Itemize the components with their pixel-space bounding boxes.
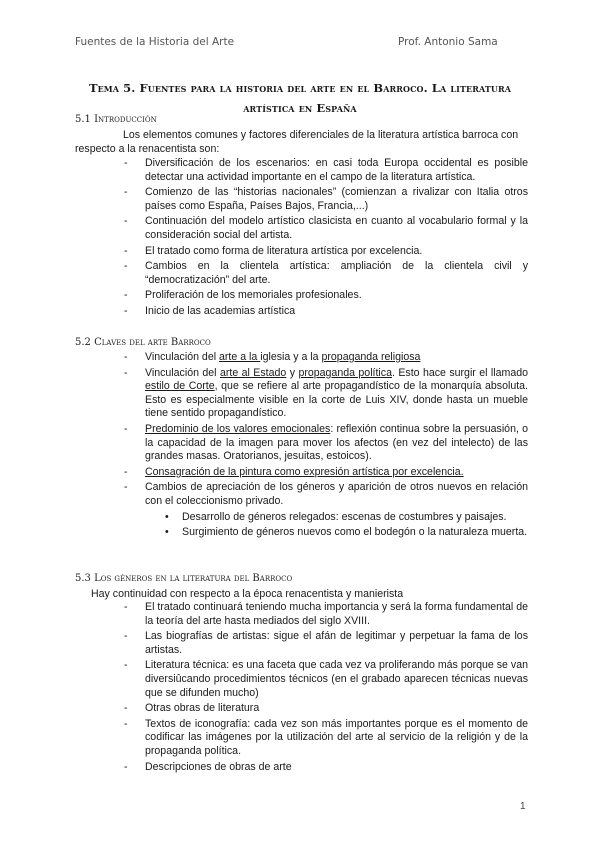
header-professor: Prof. Antonio Sama <box>398 36 498 48</box>
section-heading-generos: 5.3 Los géneros en la literatura del Barroco <box>75 573 293 584</box>
text-fragment: y <box>286 366 299 379</box>
list-item: - El tratado como forma de literatura artística por excelencia. <box>0 245 528 259</box>
list-item: - Descripciones de obras de arte <box>0 761 528 775</box>
section-heading-introduccion: 5.1 Introducción <box>75 114 157 125</box>
underlined-text: propaganda política <box>298 366 392 379</box>
text-fragment: . Esto hace surgir el llamado <box>391 366 529 379</box>
sub-list-item: • Surgimiento de géneros nuevos como el bodegón o la naturaleza muerta. <box>182 526 528 540</box>
section-3-intro: Hay continuidad con respecto a la época renacentista y manierista <box>91 588 404 600</box>
underlined-text: Consagración de la pintura como expresión artística por excelencia. <box>145 465 464 478</box>
list-item: - Cambios en la clientela artística: ampliación de la clientela civil y “democratización” del arte. <box>0 260 528 287</box>
title-line-1: Tema 5. Fuentes para la historia del arte en el Barroco. La literatura <box>88 81 512 95</box>
list-item <box>0 351 528 365</box>
list-item <box>0 367 528 421</box>
title-line-2: artística en España <box>243 101 357 115</box>
page-number: 1 <box>520 801 526 812</box>
list-item <box>0 481 528 539</box>
list-item: - Comienzo de las “historias nacionales” (comienzan a rivalizar con Italia otros países como España, Países Bajos, Francia,...) <box>0 186 528 213</box>
list-item: - Literatura técnica: es una faceta que cada vez va proliferando más porque se van diversiûcando procedimientos técnicos (en el grabado aparecen técnicas nuevas que se difunden mucho) <box>0 659 528 700</box>
text-fragment: Vinculación del <box>145 351 220 363</box>
section-1-intro <box>75 128 527 156</box>
list-item: - El tratado continuará teniendo mucha importancia y será la forma fundamental de la teoría del arte hasta mediados del siglo XVIII. <box>0 601 528 628</box>
section-heading-claves: 5.2 Claves del arte Barroco <box>75 337 211 348</box>
section-1-list <box>0 157 528 321</box>
underlined-text: arte a la <box>219 351 261 363</box>
list-item <box>0 466 528 480</box>
text-fragment: : reflexión continua sobre la persuasión, o la capacidad de la imagen para mover los afectos (en vez del intelecto) de las grandes masas. Oratorianos, jesuitas, estoicos). <box>145 422 528 463</box>
list-item: - Las biografías de artistas: sigue el afán de legitimar y perpetuar la fama de los artistas. <box>0 630 528 657</box>
list-item: - Diversificación de los escenarios: en casi toda Europa occidental es posible detectar una actividad importante en el campo de la literatura artística. <box>0 157 528 184</box>
document-title <box>75 78 525 118</box>
text-fragment: iglesia y a la <box>260 351 322 363</box>
list-item: - Proliferación de los memoriales profesionales. <box>0 289 528 303</box>
list-item: - Continuación del modelo artístico clasicista en cuanto al vocabulario formal y la consideración social del artista. <box>0 215 528 242</box>
sub-list-item: • Desarrollo de géneros relegados: escenas de costumbres y paisajes. <box>182 511 528 525</box>
section-3-list <box>0 601 528 776</box>
section-1-intro-text: Los elementos comunes y factores diferenciales de la literatura artística barroca con respecto a la renacentista son: <box>75 129 519 155</box>
section-2-list <box>0 351 528 542</box>
text-fragment: , que se refiere al arte propagandístico de la monarquía absoluta. Esto es especialmente visible en la corte de Luis XIV, donde hasta un mueble tiene sentido propagandístico. <box>145 380 529 420</box>
text-fragment: Vinculación del <box>145 366 220 379</box>
underlined-text: propaganda religiosa <box>321 351 421 363</box>
list-item <box>0 423 528 464</box>
list-item: - Inicio de las academias artística <box>0 305 528 319</box>
underlined-text: Predominio de los valores emocionales <box>145 422 331 435</box>
underlined-text: arte al Estado <box>219 366 287 379</box>
sub-list <box>145 511 528 540</box>
underlined-text: estilo de Corte <box>145 380 215 393</box>
text-fragment: Cambios de apreciación de los géneros y aparición de otros nuevos en relación con el coleccionismo privado. <box>145 481 528 507</box>
list-item: - Textos de iconografía: cada vez son más importantes porque es el momento de codificar las imágenes por la utilización del arte al servicio de la religión y de la propaganda política. <box>0 718 528 759</box>
header-course-title: Fuentes de la Historia del Arte <box>75 36 235 48</box>
list-item: - Otras obras de literatura <box>0 702 528 716</box>
